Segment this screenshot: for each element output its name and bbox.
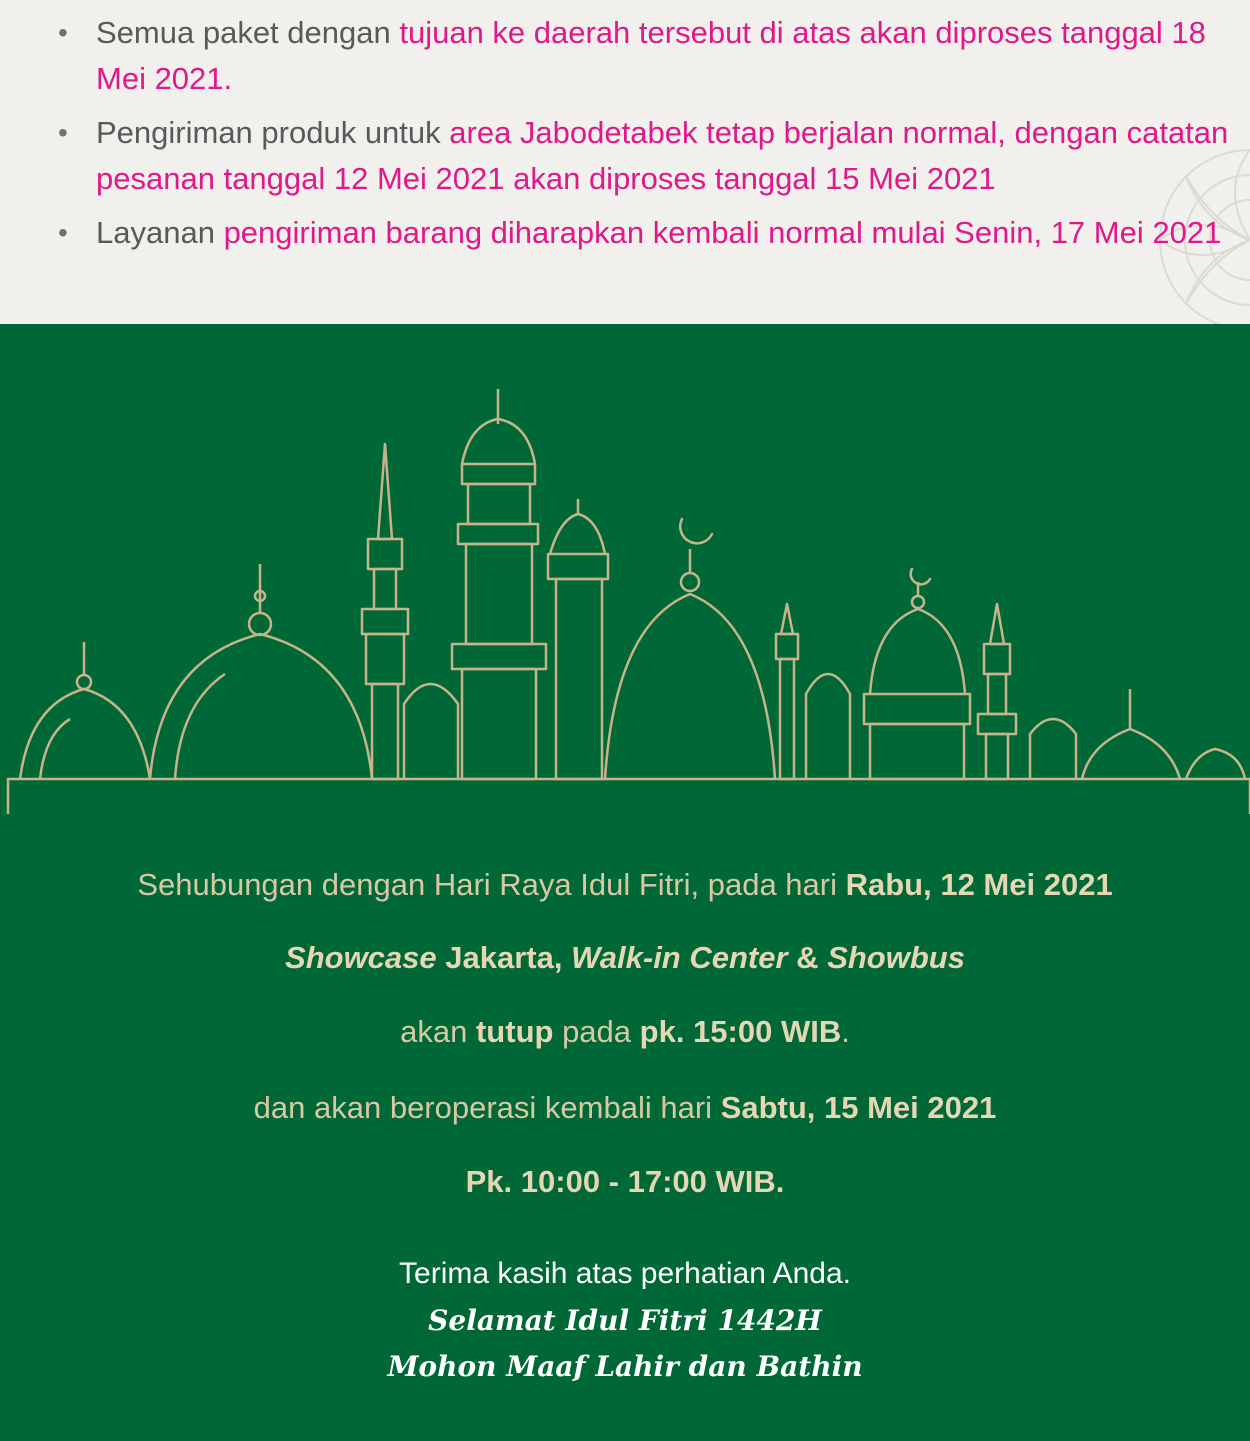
notice-list	[0, 10, 1250, 264]
announcement-line-closure-date	[0, 867, 1250, 903]
notice-item-prefix: Semua paket dengan	[96, 15, 400, 50]
reopen-text: dan akan beroperasi kembali hari	[253, 1090, 721, 1125]
location-jakarta: Jakarta,	[436, 940, 572, 975]
announcement-line-closing-time	[0, 1014, 1250, 1050]
closure-date: Rabu, 12 Mei 2021	[845, 867, 1113, 902]
announcement-line-reopen-date	[0, 1090, 1250, 1126]
announcement-text: Sehubungan dengan Hari Raya Idul Fitri, pada hari	[137, 867, 846, 902]
closing-time: pk. 15:00 WIB	[639, 1014, 842, 1049]
mosque-skyline-icon	[0, 324, 1250, 824]
eid-greeting: Selamat Idul Fitri 1442H	[428, 1304, 822, 1337]
notice-item-highlight: area Jabodetabek tetap berjalan normal, dengan catatan pesanan tanggal 12 Mei 2021 akan diproses tanggal 15 Mei 2021	[96, 115, 1229, 196]
notice-item	[0, 110, 1250, 202]
location-separator: &	[787, 940, 828, 975]
closing-period: .	[841, 1014, 850, 1049]
holiday-announcement	[0, 324, 1250, 1441]
thanks-text: Terima kasih atas perhatian Anda.	[399, 1257, 851, 1290]
closing-word: tutup	[475, 1014, 554, 1049]
notice-item-highlight: pengiriman barang diharapkan kembali normal mulai Senin, 17 Mei 2021	[223, 215, 1222, 250]
reopen-date: Sabtu, 15 Mei 2021	[720, 1090, 997, 1125]
announcement-line-locations	[0, 940, 1250, 976]
closing-text: pada	[553, 1014, 640, 1049]
notice-item	[0, 210, 1250, 256]
closing-text: akan	[400, 1014, 476, 1049]
location-walk-in-center: Walk-in Center	[571, 940, 788, 975]
notice-item-prefix: Pengiriman produk untuk	[96, 115, 450, 150]
announcement-line-hours: Pk. 10:00 - 17:00 WIB.	[465, 1164, 785, 1199]
shipping-notice	[0, 0, 1250, 324]
notice-item-highlight: tujuan ke daerah tersebut di atas akan diproses tanggal 18 Mei 2021.	[96, 15, 1206, 96]
location-showbus: Showbus	[827, 940, 965, 975]
notice-item-prefix: Layanan	[96, 215, 224, 250]
notice-item	[0, 10, 1250, 102]
location-showcase: Showcase	[285, 940, 437, 975]
eid-apology: Mohon Maaf Lahir dan Bathin	[387, 1350, 863, 1383]
